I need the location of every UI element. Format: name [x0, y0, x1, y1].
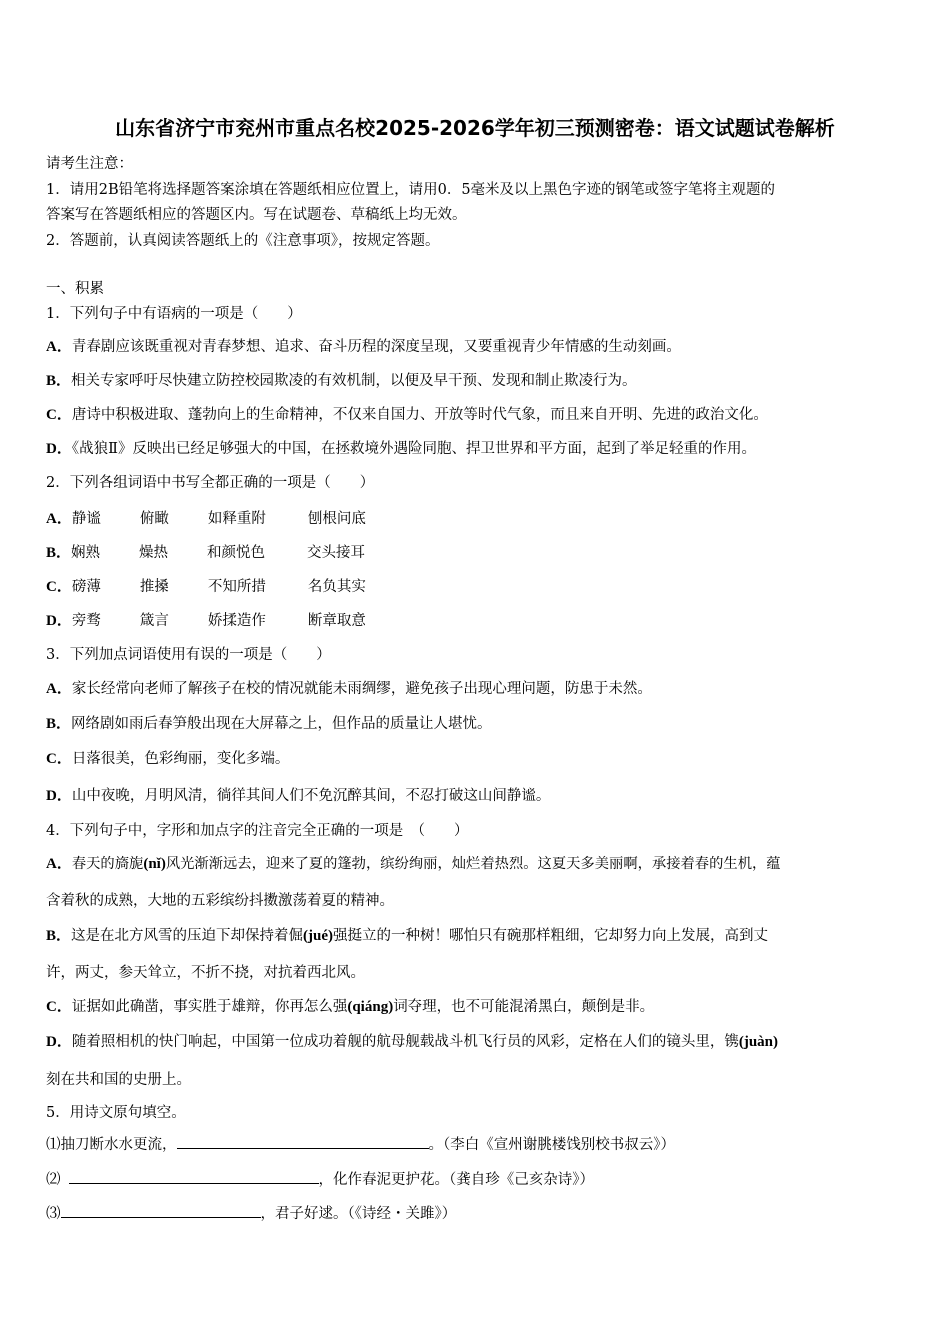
option-label: B．: [46, 373, 72, 389]
word: 交头接耳: [307, 545, 366, 561]
notice-item-1-line-2: 答案写在答题纸相应的答题区内。写在试题卷、草稿纸上均无效。: [46, 207, 467, 223]
option-label: D．: [46, 1034, 72, 1050]
q1-stem: 1．下列句子中有语病的一项是（ ）: [46, 306, 302, 322]
word: 俯瞰: [139, 511, 169, 527]
option-text: 《战狼Ⅱ》反映出已经足够强大的中国，在拯救境外遇险同胞、捍卫世界和平方面，起到了举足轻重的作用。: [71, 441, 756, 457]
pinyin: (jué): [303, 928, 334, 944]
option-text: 词夺理，也不可能混淆黑白，颠倒是非。: [393, 999, 655, 1015]
option-label: B．: [46, 716, 72, 732]
notice-item-1-line-1: 1．请用2B铅笔将选择题答案涂填在答题纸相应位置上，请用0．5毫米及以上黑色字迹的钢笔或签字笔将主观题的: [46, 182, 776, 198]
option-text: 风光渐渐远去，迎来了夏的篷勃，缤纷绚丽，灿烂着热烈。这夏天多美丽啊，承接着春的生机，蕴: [165, 856, 781, 872]
q1-option-a: [46, 335, 681, 356]
q2-option-a: [46, 507, 366, 528]
option-label: A．: [46, 339, 72, 355]
item-suffix: ，君子好逑。（《诗经・关雎》）: [260, 1206, 457, 1222]
answer-blank[interactable]: [61, 1204, 261, 1218]
q5-item-3: [46, 1202, 456, 1223]
item-number: ⑶: [46, 1206, 61, 1222]
q3-option-c: [46, 747, 289, 768]
q4-option-d-line-1: [46, 1030, 778, 1051]
q2-option-d: [46, 609, 366, 630]
option-label: D．: [46, 788, 72, 804]
q4-option-d-line-2: 刻在共和国的史册上。: [46, 1072, 191, 1088]
item-suffix: ，化作春泥更护花。（龚自珍《己亥杂诗》）: [318, 1172, 594, 1188]
word: 娴熟: [71, 545, 101, 561]
q1-option-d: [46, 437, 756, 458]
q2-option-b: [46, 541, 365, 562]
word: 旁骛: [71, 613, 101, 629]
word: 磅薄: [71, 579, 101, 595]
page-title: 山东省济宁市兖州市重点名校2025-2026学年初三预测密卷：语文试题试卷解析: [115, 116, 835, 140]
option-label: C．: [46, 579, 72, 595]
item-number: ⑵: [46, 1172, 61, 1188]
answer-blank[interactable]: [69, 1170, 319, 1184]
q4-stem: 4．下列句子中，字形和加点字的注音完全正确的一项是 （ ）: [46, 823, 469, 839]
q5-item-2: [46, 1168, 594, 1189]
word: 娇揉造作: [207, 613, 266, 629]
option-label: D．: [46, 613, 72, 629]
option-text: 唐诗中积极进取、蓬勃向上的生命精神，不仅来自国力、开放等时代气象，而且来自开明、先进的政治文化。: [71, 407, 768, 423]
q5-item-1: [46, 1133, 675, 1154]
q4-option-b-line-1: [46, 924, 768, 945]
option-text: 春天的旖旎: [71, 856, 144, 872]
section-heading: 一、积累: [46, 281, 104, 297]
item-prefix: 抽刀断水水更流，: [60, 1137, 177, 1153]
pinyin: (qiáng): [347, 999, 394, 1015]
word: 名负其实: [307, 579, 366, 595]
item-suffix: 。（李白《宣州谢朓楼饯别校书叔云》）: [428, 1137, 675, 1153]
option-text: 这是在北方风雪的压迫下却保持着倔: [71, 928, 304, 944]
option-label: C．: [46, 999, 72, 1015]
option-label: A．: [46, 856, 72, 872]
word: 断章取意: [307, 613, 366, 629]
option-text: 日落很美，色彩绚丽，变化多端。: [71, 751, 290, 767]
item-number: ⑴: [46, 1137, 61, 1153]
option-label: C．: [46, 407, 72, 423]
q5-stem: 5．用诗文原句填空。: [46, 1105, 186, 1121]
pinyin: (nǐ): [143, 856, 166, 872]
option-text: 相关专家呼吁尽快建立防控校园欺凌的有效机制，以便及早干预、发现和制止欺凌行为。: [71, 373, 637, 389]
q4-option-a-line-2: 含着秋的成熟，大地的五彩缤纷抖擞激荡着夏的精神。: [46, 893, 394, 909]
option-text: 证据如此确凿，事实胜于雄辩，你再怎么强: [71, 999, 348, 1015]
word: 如释重附: [207, 511, 266, 527]
option-label: B．: [46, 545, 72, 561]
option-label: C．: [46, 751, 72, 767]
q1-option-c: [46, 403, 768, 424]
word: 不知所措: [207, 579, 266, 595]
option-text: 山中夜晚，月明风清，徜徉其间人们不免沉醉其间，不忍打破这山间静谧。: [71, 788, 551, 804]
q2-stem: 2．下列各组词语中书写全都正确的一项是（ ）: [46, 475, 375, 491]
q3-stem: 3．下列加点词语使用有误的一项是（ ）: [46, 647, 331, 663]
option-text: 家长经常向老师了解孩子在校的情况就能未雨绸缪，避免孩子出现心理问题，防患于未然。: [71, 681, 652, 697]
word: 静谧: [71, 511, 101, 527]
q3-option-b: [46, 712, 492, 733]
q4-option-a-line-1: [46, 852, 781, 873]
q4-option-b-line-2: 许，两丈，参天耸立，不折不挠，对抗着西北风。: [46, 965, 365, 981]
word: 箴言: [139, 613, 169, 629]
q3-option-d: [46, 784, 550, 805]
word: 和颜悦色: [207, 545, 266, 561]
option-label: A．: [46, 511, 72, 527]
answer-blank[interactable]: [177, 1135, 429, 1149]
word: 刨根问底: [307, 511, 366, 527]
option-text: 强挺立的一种树！哪怕只有碗那样粗细，它却努力向上发展，高到丈: [333, 928, 769, 944]
option-text: 青春剧应该既重视对青春梦想、追求、奋斗历程的深度呈现，又要重视青少年情感的生动刻画。: [71, 339, 681, 355]
option-label: D．: [46, 441, 72, 457]
q2-option-c: [46, 575, 366, 596]
option-text: 随着照相机的快门响起，中国第一位成功着舰的航母舰载战斗机飞行员的风彩，定格在人们的镜头里，镌: [71, 1034, 739, 1050]
q1-option-b: [46, 369, 637, 390]
q3-option-a: [46, 677, 652, 698]
word: 推搡: [139, 579, 169, 595]
option-label: B．: [46, 928, 72, 944]
q4-option-c: [46, 995, 654, 1016]
notice-heading: 请考生注意：: [46, 156, 133, 172]
option-label: A．: [46, 681, 72, 697]
notice-item-2: 2．答题前，认真阅读答题纸上的《注意事项》，按规定答题。: [46, 233, 440, 249]
pinyin: (juàn): [738, 1034, 779, 1050]
option-text: 网络剧如雨后春笋般出现在大屏幕之上，但作品的质量让人堪忧。: [71, 716, 492, 732]
word: 燥热: [139, 545, 169, 561]
